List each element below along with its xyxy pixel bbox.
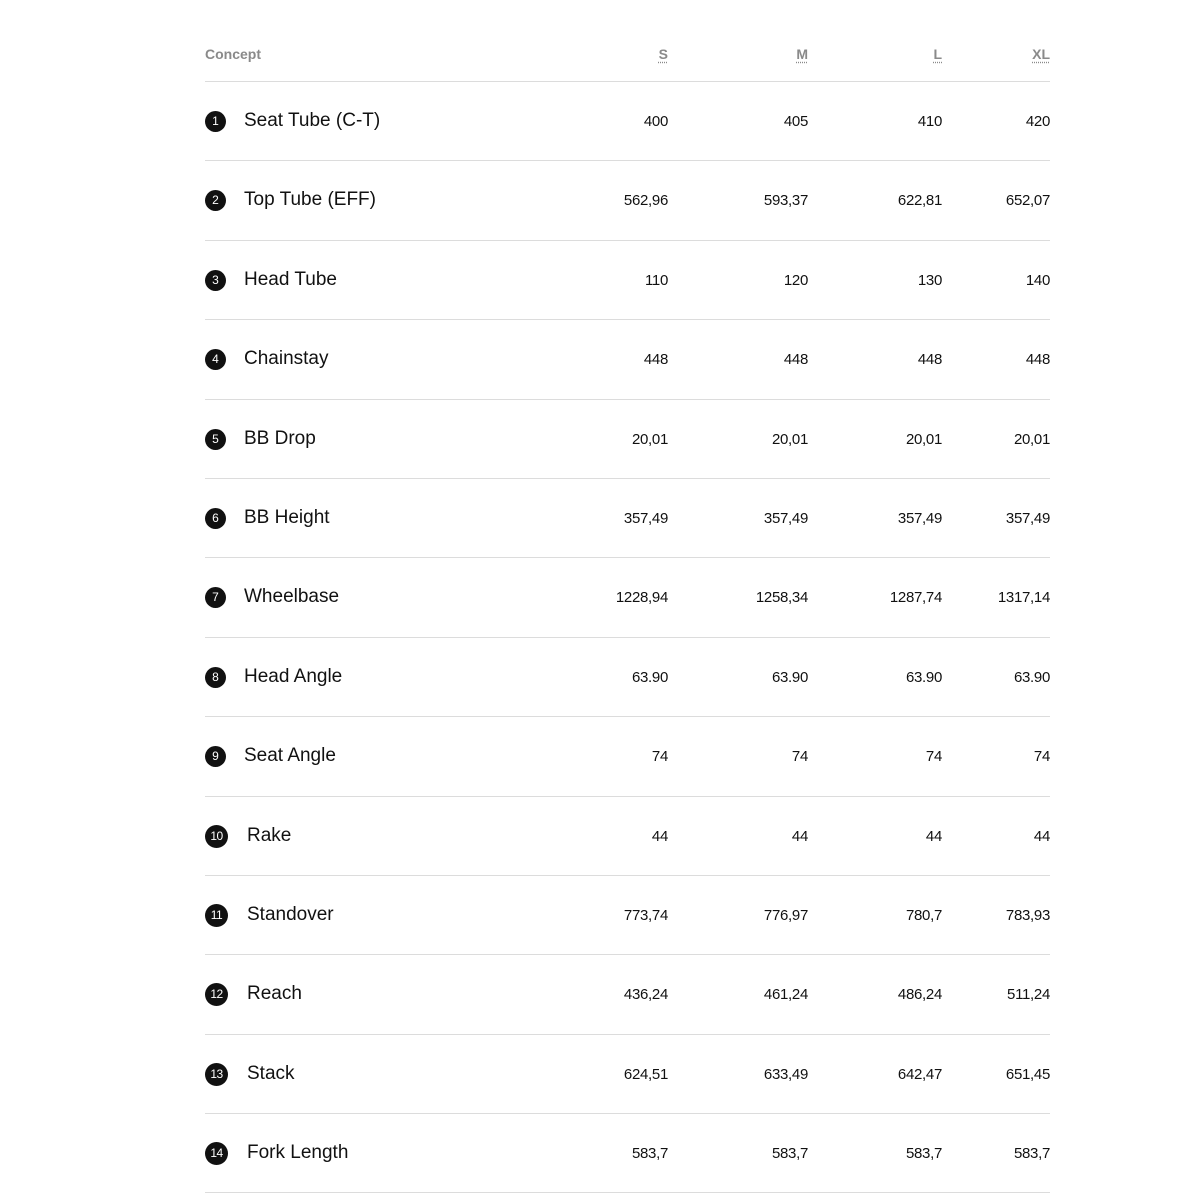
- table-row: [205, 797, 1050, 876]
- value-cell-l: 44: [925, 827, 942, 845]
- value-cell-m: 583,7: [771, 1145, 808, 1163]
- value-cell-m: 120: [783, 271, 808, 289]
- value-cell-s: 1228,94: [615, 589, 668, 607]
- value-cell-s: 20,01: [631, 430, 668, 448]
- value-cell-m: 74: [791, 748, 808, 766]
- row-number-badge: 4: [205, 349, 226, 370]
- value-cell-xl: 651,45: [1005, 1065, 1050, 1083]
- size-header-s[interactable]: S: [658, 46, 668, 62]
- concept-label: BB Height: [244, 506, 330, 528]
- value-cell-s: 562,96: [623, 192, 668, 210]
- value-cell-s: 110: [644, 271, 668, 289]
- value-cell-xl: 448: [1025, 351, 1050, 369]
- concept-label: Wheelbase: [244, 586, 340, 608]
- row-number-badge: 14: [205, 1142, 228, 1165]
- value-cell-l: 486,24: [897, 986, 942, 1004]
- row-number-badge: 8: [205, 667, 226, 688]
- value-cell-m: 448: [783, 351, 808, 369]
- value-cell-l: 20,01: [905, 430, 942, 448]
- row-number-badge: 3: [205, 270, 226, 291]
- row-number-badge: 5: [205, 429, 226, 450]
- value-cell-xl: 357,49: [1005, 509, 1050, 527]
- table-row: [205, 241, 1050, 320]
- value-cell-xl: 74: [1033, 748, 1050, 766]
- concept-label: Seat Tube (C-T): [244, 110, 381, 131]
- value-cell-s: 436,24: [623, 986, 668, 1004]
- row-number-badge: 1: [205, 111, 226, 132]
- value-cell-l: 622,81: [897, 192, 942, 210]
- row-number-badge: 6: [205, 508, 226, 529]
- value-cell-l: 63.90: [905, 668, 942, 686]
- concept-column-header: Concept: [205, 46, 261, 62]
- table-row: [205, 400, 1050, 479]
- value-cell-xl: 20,01: [1013, 430, 1050, 448]
- concept-label: Fork Length: [247, 1142, 349, 1164]
- value-cell-m: 1258,34: [755, 589, 808, 607]
- table-row: [205, 1035, 1050, 1114]
- value-cell-l: 357,49: [897, 509, 942, 527]
- table-row: [205, 955, 1050, 1034]
- concept-label: Rake: [247, 824, 292, 846]
- value-cell-xl: 44: [1033, 827, 1050, 845]
- row-number-badge: 2: [205, 190, 226, 211]
- value-cell-s: 448: [643, 351, 668, 369]
- value-cell-l: 448: [917, 351, 942, 369]
- value-cell-xl: 783,93: [1005, 906, 1050, 924]
- value-cell-l: 583,7: [905, 1145, 942, 1163]
- row-number-badge: 11: [205, 904, 228, 927]
- row-number-badge: 10: [205, 825, 228, 848]
- table-row: [205, 638, 1050, 717]
- concept-label: Stack: [247, 1062, 295, 1084]
- value-cell-s: 357,49: [623, 509, 668, 527]
- value-cell-xl: 511,24: [1007, 986, 1050, 1004]
- row-number-badge: 9: [205, 746, 226, 767]
- table-row: [205, 479, 1050, 558]
- concept-label: Standover: [247, 903, 334, 925]
- value-cell-xl: 140: [1025, 271, 1050, 289]
- value-cell-m: 633,49: [763, 1065, 808, 1083]
- value-cell-xl: 420: [1025, 113, 1050, 130]
- size-header-m[interactable]: M: [796, 46, 808, 62]
- row-number-badge: 13: [205, 1063, 228, 1086]
- value-cell-l: 1287,74: [889, 589, 942, 607]
- concept-label: Chainstay: [244, 348, 329, 370]
- value-cell-m: 357,49: [763, 509, 808, 527]
- concept-label: Reach: [247, 983, 302, 1005]
- table-header-row: [205, 26, 1050, 82]
- concept-label: Seat Angle: [244, 745, 336, 767]
- size-header-xl[interactable]: XL: [1032, 46, 1050, 62]
- value-cell-m: 593,37: [763, 192, 808, 210]
- value-cell-xl: 652,07: [1005, 192, 1050, 210]
- value-cell-m: 776,97: [763, 906, 808, 924]
- value-cell-l: 780,7: [905, 906, 942, 924]
- table-row: [205, 320, 1050, 399]
- size-header-l[interactable]: L: [933, 46, 942, 62]
- value-cell-xl: 583,7: [1013, 1145, 1050, 1163]
- value-cell-l: 410: [917, 113, 942, 130]
- row-number-badge: 12: [205, 983, 228, 1006]
- concept-label: Top Tube (EFF): [244, 189, 376, 211]
- concept-label: BB Drop: [244, 427, 316, 449]
- value-cell-m: 63.90: [771, 668, 808, 686]
- value-cell-s: 74: [651, 748, 668, 766]
- table-row: [205, 1114, 1050, 1193]
- value-cell-l: 130: [917, 271, 942, 289]
- table-row: [205, 876, 1050, 955]
- value-cell-s: 63.90: [631, 668, 668, 686]
- value-cell-m: 405: [783, 113, 808, 130]
- value-cell-xl: 63.90: [1013, 668, 1050, 686]
- value-cell-l: 642,47: [897, 1065, 942, 1083]
- value-cell-xl: 1317,14: [997, 589, 1050, 607]
- value-cell-s: 583,7: [631, 1145, 668, 1163]
- row-number-badge: 7: [205, 587, 226, 608]
- table-row: [205, 717, 1050, 796]
- value-cell-s: 624,51: [623, 1065, 668, 1083]
- value-cell-s: 44: [651, 827, 668, 845]
- table-row: [205, 161, 1050, 240]
- table-row: [205, 558, 1050, 637]
- table-body: [205, 82, 1050, 1193]
- concept-label: Head Angle: [244, 665, 343, 687]
- geometry-table: [205, 26, 1050, 1193]
- table-row: [205, 82, 1050, 161]
- value-cell-l: 74: [925, 748, 942, 766]
- value-cell-m: 44: [791, 827, 808, 845]
- concept-label: Head Tube: [244, 268, 337, 290]
- value-cell-m: 20,01: [771, 430, 808, 448]
- value-cell-s: 400: [643, 113, 668, 130]
- value-cell-s: 773,74: [623, 906, 668, 924]
- value-cell-m: 461,24: [763, 986, 808, 1004]
